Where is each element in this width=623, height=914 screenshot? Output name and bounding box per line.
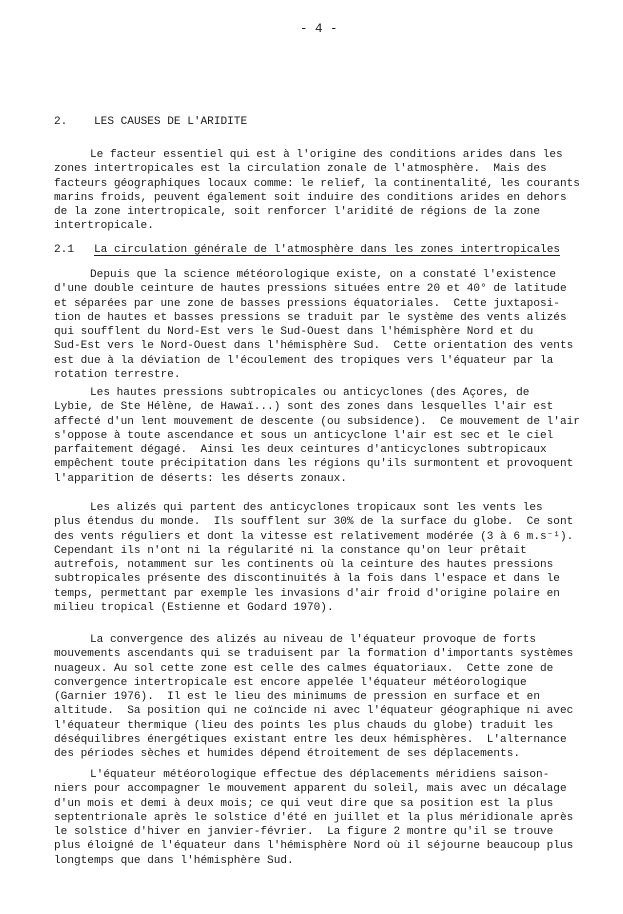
text-line: déséquilibres énergétiques existant entre les deux hémisphères. L'alternance bbox=[54, 734, 567, 747]
text-line: parfaitement dégagé. Ainsi les deux ceintures d'anticyclones subtropicaux bbox=[54, 444, 547, 457]
text-line: l'apparition de déserts: les déserts zonaux. bbox=[54, 472, 347, 485]
section-number: 2. bbox=[54, 116, 68, 128]
text-line: marins froids, peuvent également soit induire des conditions arides en dehors bbox=[54, 191, 567, 204]
text-line: septentrionale après le solstice d'été en juillet et la plus méridionale après bbox=[54, 811, 574, 824]
text-line: L'équateur météorologique effectue des déplacements méridiens saison- bbox=[90, 769, 550, 781]
paragraph bbox=[54, 768, 614, 868]
text-line: de la zone intertropicale, soit renforcer l'aridité de régions de la zone bbox=[54, 206, 540, 219]
text-line: est due à la déviation de l'écoulement des tropiques vers l'équateur par la bbox=[54, 354, 554, 367]
text-line: l'équateur thermique (lieu des points les plus chauds du globe) traduit les bbox=[54, 719, 554, 732]
paragraph bbox=[54, 268, 614, 382]
text-line: intertropicale. bbox=[54, 220, 154, 233]
section-title: LES CAUSES DE L'ARIDITE bbox=[94, 116, 248, 128]
paragraph bbox=[54, 501, 614, 615]
text-line: le solstice d'hiver en janvier-février. La figure 2 montre qu'il se trouve bbox=[54, 826, 554, 839]
text-line: des vents réguliers et dont la vitesse est relativement modérée (3 à 6 m.s⁻¹). bbox=[54, 530, 574, 543]
text-line: mouvements ascendants qui se traduisent par la formation d'importants systèmes bbox=[54, 648, 574, 661]
text-line: plus étendus du monde. Ils soufflent sur 30% de la surface du globe. Ce sont bbox=[54, 516, 574, 529]
text-line: autrefois, notamment sur les continents où la ceinture des hautes pressions bbox=[54, 559, 554, 572]
text-line: qui soufflent du Nord-Est vers le Sud-Ouest dans l'hémisphère Nord et du bbox=[54, 326, 534, 339]
text-line: et séparées par une zone de basses pressions équatoriales. Cette juxtaposi- bbox=[54, 297, 560, 310]
paragraph bbox=[54, 633, 614, 762]
text-line: subtropicales présente des discontinuités à la fois dans l'espace et dans le bbox=[54, 573, 560, 586]
text-line: La convergence des alizés au niveau de l'équateur provoque de forts bbox=[90, 634, 537, 646]
text-line: empêchent toute précipitation dans les régions qu'ils surmontent et provoquent bbox=[54, 458, 574, 471]
text-line: affecté d'un lent mouvement de descente (ou subsidence). Ce mouvement de l'air bbox=[54, 415, 580, 428]
text-line: convergence intertropicale est encore appelée l'équateur météorologique bbox=[54, 676, 527, 689]
text-line: niers pour accompagner le mouvement apparent du soleil, mais avec un décalage bbox=[54, 783, 567, 796]
text-line: altitude. Sa position qui ne coïncide ni avec l'équateur géographique ni avec bbox=[54, 705, 574, 718]
page-number: - 4 - bbox=[300, 22, 338, 36]
text-line: tion de hautes et basses pressions se traduit par le système des vents alizés bbox=[54, 311, 567, 324]
text-line: Le facteur essentiel qui est à l'origine des conditions arides dans les bbox=[90, 149, 563, 161]
text-line: Cependant ils n'ont ni la régularité ni la constance qu'on leur prêtait bbox=[54, 544, 527, 557]
intro-paragraph bbox=[54, 148, 614, 234]
text-line: facteurs géographiques locaux comme: le relief, la continentalité, les courants bbox=[54, 177, 580, 190]
text-line: nuageux. Au sol cette zone est celle des calmes équatoriaux. Cette zone de bbox=[54, 662, 554, 675]
text-line: temps, permettant par exemple les invasions d'air froid d'origine polaire en bbox=[54, 587, 560, 600]
text-line: Lybie, de Ste Hélène, de Hawaï...) sont des zones dans lesquelles l'air est bbox=[54, 401, 554, 414]
text-line: des périodes sèches et humides dépend étroitement de ses déplacements. bbox=[54, 748, 521, 761]
paragraph bbox=[54, 386, 614, 486]
text-line: s'oppose à toute ascendance et sous un anticyclone l'air est sec et le ciel bbox=[54, 429, 554, 442]
text-line: milieu tropical (Estienne et Godard 1970). bbox=[54, 602, 334, 615]
text-line: d'une double ceinture de hautes pressions situées entre 20 et 40° de latitude bbox=[54, 283, 567, 296]
text-line: d'un mois et demi à deux mois; ce qui veut dire que sa position est la plus bbox=[54, 797, 554, 810]
text-line: Les alizés qui partent des anticyclones tropicaux sont les vents les bbox=[90, 502, 543, 514]
text-line: longtemps que dans l'hémisphère Sud. bbox=[54, 854, 294, 867]
text-line: Sud-Est vers le Nord-Ouest dans l'hémisphère Sud. Cette orientation des vents bbox=[54, 340, 574, 353]
text-line: Depuis que la science météorologique existe, on a constaté l'existence bbox=[90, 269, 557, 281]
text-line: zones intertropicales est la circulation zonale de l'atmosphère. Mais des bbox=[54, 163, 547, 176]
text-line: Les hautes pressions subtropicales ou anticyclones (des Açores, de bbox=[90, 387, 530, 399]
subsection-title: La circulation générale de l'atmosphère dans les zones intertropicales bbox=[94, 244, 561, 256]
text-line: (Garnier 1976). Il est le lieu des minimums de pression en surface et en bbox=[54, 691, 540, 704]
text-line: rotation terrestre. bbox=[54, 369, 181, 382]
subsection-number: 2.1 bbox=[54, 244, 74, 256]
text-line: plus éloigné de l'équateur dans l'hémisphère Nord où il séjourne beaucoup plus bbox=[54, 840, 574, 853]
